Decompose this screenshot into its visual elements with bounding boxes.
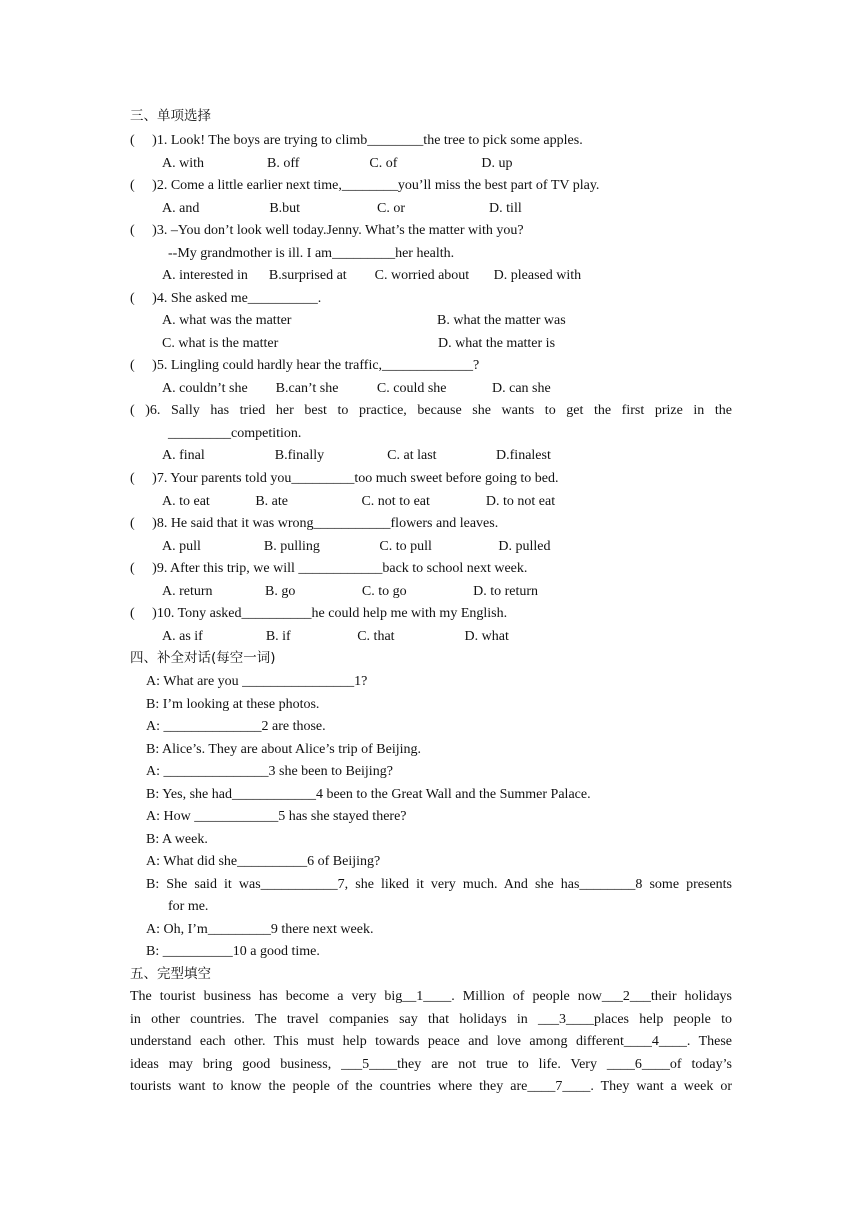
question-5-options: A. couldn’t she B.can’t she C. could she D. can she bbox=[162, 381, 551, 396]
question-1-options: A. with B. off C. of D. up bbox=[162, 156, 513, 171]
question-10-options: A. as if B. if C. that D. what bbox=[162, 629, 509, 644]
dialogue-line-6: B: Yes, she had____________4 been to the Great Wall and the Summer Palace. bbox=[146, 787, 591, 802]
dialogue-line-7: A: How ____________5 has she stayed there? bbox=[146, 809, 407, 824]
dialogue-line-8: B: A week. bbox=[146, 832, 208, 847]
question-2-options: A. and B.but C. or D. till bbox=[162, 201, 522, 216]
question-7-options: A. to eat B. ate C. not to eat D. to not eat bbox=[162, 494, 556, 509]
section-5-heading: 五、完型填空 bbox=[130, 966, 211, 982]
section-4-heading: 四、补全对话(每空一词) bbox=[130, 650, 276, 666]
dialogue-line-12: B: __________10 a good time. bbox=[146, 944, 320, 959]
question-8-options: A. pull B. pulling C. to pull D. pulled bbox=[162, 539, 551, 554]
question-5: ( )5. Lingling could hardly hear the traffic,_____________? bbox=[130, 358, 480, 373]
question-4-option-b: B. what the matter was bbox=[437, 313, 566, 328]
question-4-option-a: A. what was the matter bbox=[162, 313, 292, 328]
dialogue-line-9: A: What did she__________6 of Beijing? bbox=[146, 854, 381, 869]
cloze-line-1: The tourist business has become a very big__1____. Million of people now___2___their holidays bbox=[130, 989, 732, 1004]
question-6-line-2: _________competition. bbox=[168, 426, 302, 441]
cloze-line-3: understand each other. This must help towards peace and love among different____4____. These bbox=[130, 1034, 732, 1049]
question-3-options: A. interested in B.surprised at C. worried about D. pleased with bbox=[162, 268, 582, 283]
dialogue-line-1: A: What are you ________________1? bbox=[146, 674, 368, 689]
cloze-line-5: tourists want to know the people of the countries where they are____7____. They want a week or bbox=[130, 1079, 732, 1094]
question-2: ( )2. Come a little earlier next time,________you’ll miss the best part of TV play. bbox=[130, 178, 600, 193]
dialogue-line-11: A: Oh, I’m_________9 there next week. bbox=[146, 922, 374, 937]
dialogue-line-10-cont: for me. bbox=[168, 899, 209, 914]
question-3-line-2: --My grandmother is ill. I am_________her health. bbox=[168, 246, 455, 261]
question-6: ( )6. Sally has tried her best to practice, because she wants to get the first prize in the bbox=[130, 403, 732, 418]
question-6-options: A. final B.finally C. at last D.finalest bbox=[162, 448, 551, 463]
dialogue-line-4: B: Alice’s. They are about Alice’s trip of Beijing. bbox=[146, 742, 422, 757]
dialogue-line-3: A: ______________2 are those. bbox=[146, 719, 326, 734]
dialogue-line-5: A: _______________3 she been to Beijing? bbox=[146, 764, 393, 779]
dialogue-line-10: B: She said it was___________7, she liked it very much. And she has________8 some presents bbox=[146, 877, 732, 892]
question-9: ( )9. After this trip, we will ____________back to school next week. bbox=[130, 561, 528, 576]
question-4-option-d: D. what the matter is bbox=[438, 336, 556, 351]
question-1: ( )1. Look! The boys are trying to climb________the tree to pick some apples. bbox=[130, 133, 583, 148]
question-4: ( )4. She asked me__________. bbox=[130, 291, 322, 306]
section-3-heading: 三、单项选择 bbox=[130, 108, 211, 124]
question-10: ( )10. Tony asked__________he could help me with my English. bbox=[130, 606, 508, 621]
dialogue-line-2: B: I’m looking at these photos. bbox=[146, 697, 320, 712]
question-8: ( )8. He said that it was wrong___________flowers and leaves. bbox=[130, 516, 499, 531]
cloze-line-2: in other countries. The travel companies say that holidays in ___3____places help people to bbox=[130, 1012, 732, 1027]
question-3: ( )3. –You don’t look well today.Jenny. What’s the matter with you? bbox=[130, 223, 524, 238]
question-7: ( )7. Your parents told you_________too much sweet before going to bed. bbox=[130, 471, 559, 486]
cloze-line-4: ideas may bring good business, ___5____they are not true to life. Very ____6____of today’s bbox=[130, 1057, 732, 1072]
question-4-option-c: C. what is the matter bbox=[162, 336, 279, 351]
question-9-options: A. return B. go C. to go D. to return bbox=[162, 584, 539, 599]
